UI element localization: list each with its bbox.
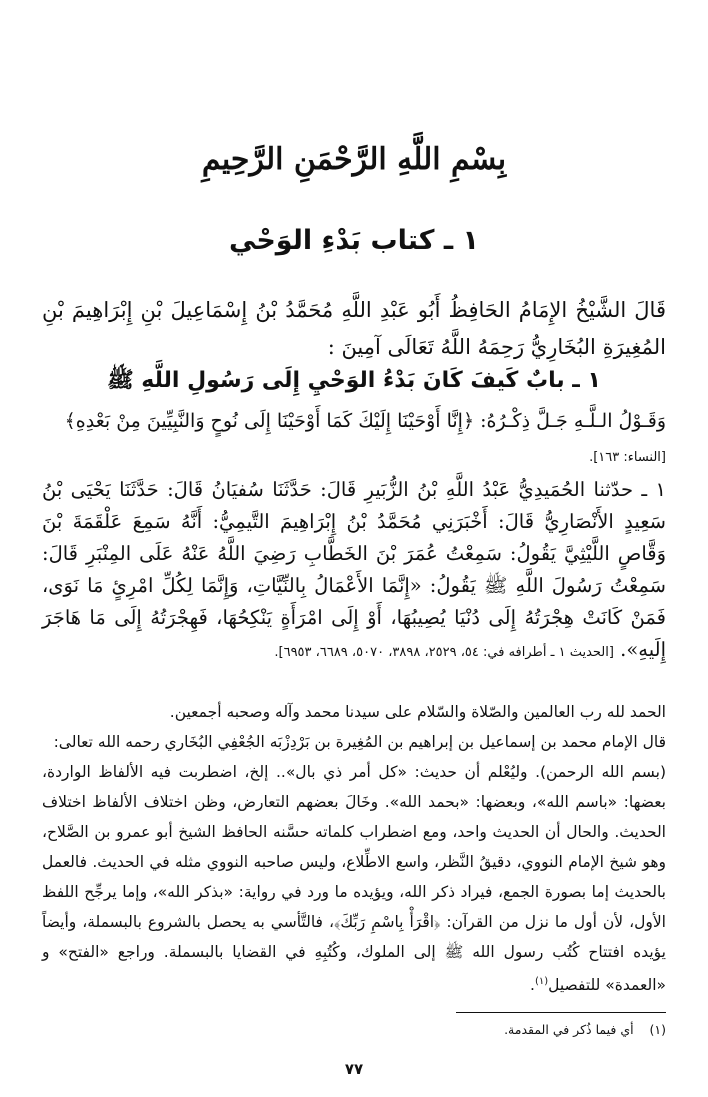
footnote-text: أي فيما ذُكر في المقدمة. [504, 1022, 634, 1037]
basmala: بِسْمِ اللَّهِ الرَّحْمَنِ الرَّحِيمِ [201, 142, 507, 177]
footnote-marker[interactable]: (١) [534, 976, 549, 987]
hadith-text: ١ ـ حدّثنا الحُمَيدِيُّ عَبْدُ اللَّهِ بْنُ الزُّبَيرِ قَالَ: حَدَّثَنَا سُفيَانُ قَالَ: حَدَّثَنَا يَحْيَى بْنُ سَعِيدٍ الأَنْصَارِيُّ قَالَ: أَخْبَرَنِي مُحَمَّدُ بْنُ إِبْرَاهِيمَ التَّيمِيُّ: أَنَّهُ سَمِعَ عَلْقَمَةَ بْنَ وَقَّاصٍ اللَّيْثِيَّ يَقُولُ: سَمِعْتُ عُمَرَ بْنَ الخَطَّابِ رَضِيَ اللَّهُ عَنْهُ عَلَى المِنْبَرِ قَالَ: سَمِعْتُ رَسُولَ اللَّهِ ﷺ يَقُولُ: «إِنَّمَا الأَعْمَالُ بِالنِّيَّاتِ، وَإِنَّمَا لِكُلِّ امْرِئٍ مَا نَوَى، فَمَنْ كَانَتْ هِجْرَتُهُ إِلَى دُنْيَا يُصِيبُهَا، أَوْ إِلَى امْرَأَةٍ يَنْكِحُهَا، فَهِجْرَتُهُ إِلَى مَا هَاجَرَ إِلَيهِ». [42, 478, 666, 661]
commentary-paragraph-3-text: (بسم الله الرحمن). وليُعْلم أن حديث: «كل أمر ذي بال».. إلخ، اضطربت فيه الألفاظ الواردة، بعضها: «باسم الله»، وبعضها: «بحمد الله». وخَالَ بعضهم التعارض، وظن اختلاف الألفاظ اختلاف الحديث. والحال أن الحديث واحد، ومع اضطراب كلماته حسَّنه الحافظ الشيخ أبو عمرو بن الصَّلاح، وهو شيخ الإمام النووي، دقيقُ النَّظر، واسع الاطِّلاع، وليس صاحبه النووي مثله في الحديث. فالعمل بالحديث إما بصورة الجمع، فيراد ذكر الله، ويؤيده ما ورد في رواية: «بذكر الله»، وإما يرجِّح اللفظ الأول، لأن أول ما نزل من القرآن: ﴿اقْرَأْ بِاسْمِ رَبِّكَ﴾، فالتَّأسي به يحصل بالشروع بالبسملة، وأيضاً يؤيده افتتاح كُتُب رسول الله ﷺ إلى الملوك، وكُتُبِهِ في القضايا بالبسملة. وراجع «الفتح» و «العمدة» للتفصيل [42, 763, 666, 995]
footnote-separator [456, 1012, 666, 1013]
footnote-number: (١) [649, 1022, 666, 1037]
intro-paragraph: قَالَ الشَّيْخُ الإِمَامُ الحَافِظُ أَبُو عَبْدِ اللَّهِ مُحَمَّدُ بْنُ إِسْمَاعِيلَ بْنِ إِبْرَاهِيمَ بْنِ المُغِيرَةِ البُخَارِيُّ رَحِمَهُ اللَّهُ تَعَالَى آمِينَ : [42, 298, 666, 359]
commentary-paragraph-2: قال الإمام محمد بن إسماعيل بن إبراهيم بن المُغِيرة بن بَرْدِزْبَه الجُعْفِي البُخَاري رحمه الله تعالى: [53, 733, 666, 751]
commentary-paragraph-3-end: . [530, 976, 535, 995]
chapter-title: ١ ـ بابٌ كَيفَ كَانَ بَدْءُ الوَحْيِ إِلَى رَسُولِ اللَّهِ ﷺ [107, 368, 601, 393]
commentary-paragraph-3 [42, 757, 666, 1000]
commentary-paragraph-1: الحمد لله رب العالمين والصّلاة والسّلام على سيدنا محمد وآله وصحبه أجمعين. [169, 703, 666, 721]
footnote [266, 1020, 666, 1040]
book-title: ١ ـ كتاب بَدْءِ الوَحْي [229, 225, 479, 256]
verse-reference: [النساء: ١٦٣]. [589, 450, 666, 465]
hadith-paragraph [42, 474, 666, 669]
commentary-section [42, 697, 666, 1000]
quran-verse-line: وَقَـوْلُ الـلَّـهِ جَـلَّ ذِكْـرُهُ: ﴿إِنَّا أَوْحَيْنَا إِلَيْكَ كَمَا أَوْحَيْنَا إِلَى نُوحٍ وَالنَّبِيِّينَ مِنْ بَعْدِهِ﴾ [64, 410, 666, 432]
page-number: ٧٧ [344, 1060, 364, 1078]
hadith-reference: [الحديث ١ ـ أطرافه في: ٥٤، ٢٥٢٩، ٣٨٩٨، ٥٠٧٠، ٦٦٨٩، ٦٩٥٣]. [274, 645, 614, 660]
